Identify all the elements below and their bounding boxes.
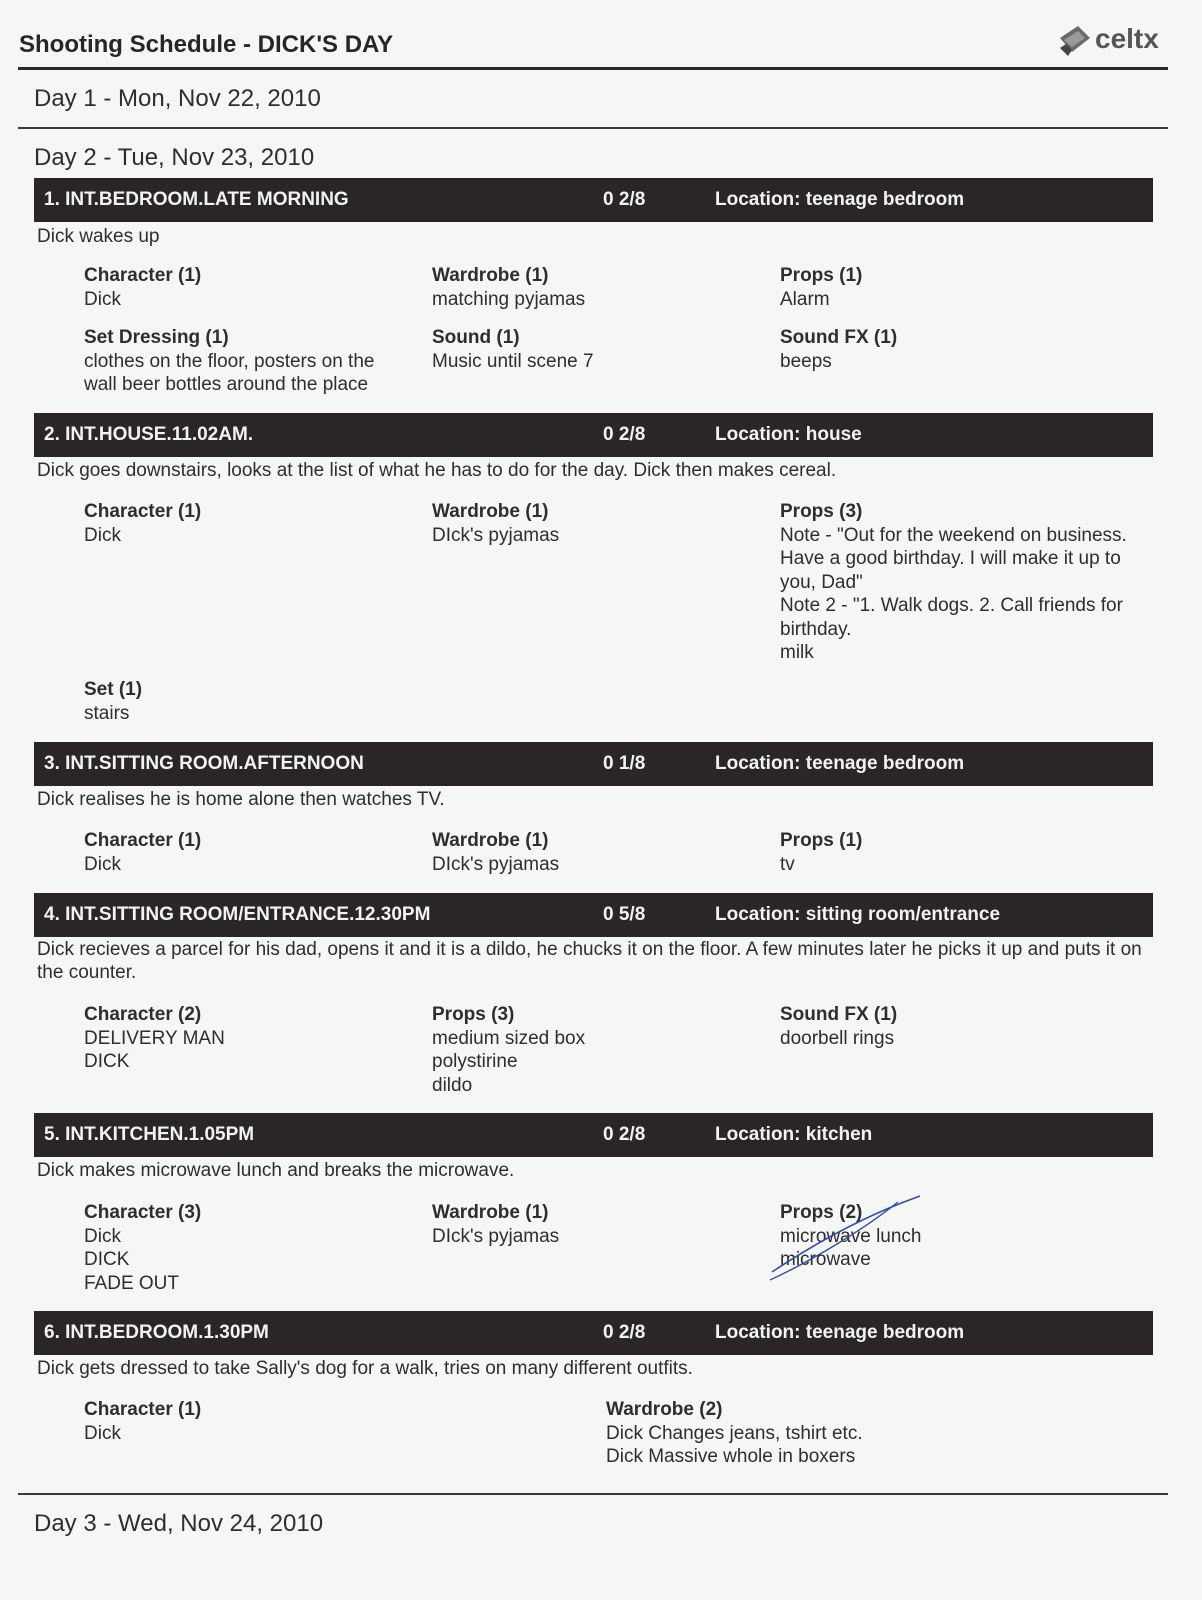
day-divider — [18, 1493, 1168, 1495]
category-item: FADE OUT — [84, 1272, 180, 1294]
day-heading: Day 3 - Wed, Nov 24, 2010 — [34, 1510, 324, 1537]
day-heading: Day 1 - Mon, Nov 22, 2010 — [34, 85, 321, 112]
scene-pages: 0 5/8 — [603, 904, 646, 925]
category-heading: Character (1) — [84, 1399, 202, 1420]
category-heading: Character (1) — [84, 265, 202, 286]
scene-synopsis: Dick gets dressed to take Sally's dog for a walk, tries on many different outfits. — [37, 1358, 693, 1379]
scene-header — [34, 1311, 1153, 1355]
category-heading: Wardrobe (1) — [432, 265, 549, 286]
category-wardrobe — [606, 1398, 1086, 1469]
category-heading: Set Dressing (1) — [84, 327, 229, 348]
scene-synopsis: Dick makes microwave lunch and breaks the microwave. — [37, 1160, 515, 1181]
scene-synopsis: Dick wakes up — [37, 226, 160, 247]
category-item: dildo — [432, 1074, 473, 1096]
category-heading: Wardrobe (1) — [432, 830, 549, 851]
category-item: DICK — [84, 1249, 130, 1270]
scene-location: Location: kitchen — [715, 1124, 873, 1145]
category-item: Note 2 - "1. Walk dogs. 2. Call friends for birthday. — [780, 595, 1123, 640]
scene-pages: 0 2/8 — [603, 1124, 646, 1145]
category-props — [780, 500, 1130, 665]
scene-location: Location: sitting room/entrance — [715, 904, 1001, 925]
category-wardrobe — [432, 829, 762, 876]
category-heading: Props (1) — [780, 265, 863, 286]
category-character — [84, 1201, 414, 1295]
logo-wordmark: celtx — [1095, 23, 1159, 54]
scene-pages: 0 2/8 — [603, 1322, 646, 1343]
category-heading: Character (3) — [84, 1202, 202, 1223]
category-item: DICK — [84, 1051, 130, 1072]
celtx-logo — [1056, 18, 1176, 58]
scene-title: 3. INT.SITTING ROOM.AFTERNOON — [44, 753, 364, 774]
scene-pages: 0 1/8 — [603, 753, 646, 774]
scene-pages: 0 2/8 — [603, 424, 646, 445]
category-item: doorbell rings — [780, 1027, 895, 1049]
pen-strike-mark — [768, 1188, 928, 1298]
category-item: DIck's pyjamas — [432, 1225, 560, 1247]
scene-synopsis: Dick goes downstairs, looks at the list of what he has to do for the day. Dick then makes cereal. — [37, 460, 837, 481]
category-sound-fx — [780, 326, 1140, 373]
category-heading: Sound FX (1) — [780, 1004, 898, 1025]
scene-location: Location: house — [715, 424, 862, 445]
celtx-logo-icon — [1056, 22, 1096, 62]
category-heading: Character (1) — [84, 830, 202, 851]
category-item: beeps — [780, 350, 832, 372]
category-character — [84, 829, 414, 876]
category-set — [84, 678, 404, 725]
category-heading: Sound FX (1) — [780, 327, 898, 348]
category-wardrobe — [432, 264, 762, 311]
category-item: Alarm — [780, 288, 830, 310]
scene-title: 5. INT.KITCHEN.1.05PM — [44, 1124, 255, 1145]
scene-title: 4. INT.SITTING ROOM/ENTRANCE.12.30PM — [44, 904, 431, 925]
category-item: Dick Massive whole in boxers — [606, 1446, 856, 1467]
category-item: medium sized box — [432, 1027, 586, 1049]
scene-header — [34, 413, 1153, 457]
category-item: Dick — [84, 1225, 121, 1247]
category-item: Dick — [84, 288, 121, 310]
scene-location: Location: teenage bedroom — [715, 1322, 965, 1343]
scene-pages: 0 2/8 — [603, 189, 646, 210]
day-heading: Day 2 - Tue, Nov 23, 2010 — [34, 144, 315, 171]
scene-header — [34, 178, 1153, 222]
category-character — [84, 264, 414, 311]
category-set-dressing — [84, 326, 404, 397]
category-heading: Character (1) — [84, 501, 202, 522]
category-item: Dick Changes jeans, tshirt etc. — [606, 1422, 863, 1444]
category-item: Music until scene 7 — [432, 350, 594, 372]
day-divider — [18, 127, 1168, 129]
category-heading: Wardrobe (1) — [432, 1202, 549, 1223]
category-character — [84, 500, 414, 547]
category-heading: Props (3) — [780, 501, 863, 522]
category-wardrobe — [432, 500, 762, 547]
category-heading: Wardrobe (2) — [606, 1399, 723, 1420]
scene-synopsis: Dick recieves a parcel for his dad, opens it and it is a dildo, he chucks it on the floor. A few minutes later he picks it up and puts it on the counter. — [37, 939, 1142, 983]
category-heading: Character (2) — [84, 1004, 202, 1025]
category-item: tv — [780, 853, 795, 875]
scene-location: Location: teenage bedroom — [715, 189, 965, 210]
category-item: polystirine — [432, 1051, 518, 1072]
category-heading: Sound (1) — [432, 327, 520, 348]
scene-title: 1. INT.BEDROOM.LATE MORNING — [44, 189, 349, 210]
category-item: DIck's pyjamas — [432, 853, 560, 875]
scene-title: 6. INT.BEDROOM.1.30PM — [44, 1322, 269, 1343]
scene-header — [34, 1113, 1153, 1157]
category-sound — [432, 326, 762, 373]
scene-location: Location: teenage bedroom — [715, 753, 965, 774]
page-title: Shooting Schedule - DICK'S DAY — [19, 31, 394, 58]
category-heading: Set (1) — [84, 679, 143, 700]
category-wardrobe — [432, 1201, 762, 1248]
category-props — [780, 264, 1140, 311]
category-heading: Wardrobe (1) — [432, 501, 549, 522]
scene-header — [34, 742, 1153, 786]
scene-title: 2. INT.HOUSE.11.02AM. — [44, 424, 254, 445]
scene-header — [34, 893, 1153, 937]
category-item: stairs — [84, 702, 130, 724]
header-rule — [18, 67, 1168, 70]
category-item: DELIVERY MAN — [84, 1027, 225, 1049]
category-heading: Props (1) — [780, 830, 863, 851]
category-item: microwave lunch — [780, 1225, 922, 1247]
category-item: matching pyjamas — [432, 288, 586, 310]
category-props — [432, 1003, 762, 1097]
scene-synopsis: Dick realises he is home alone then watches TV. — [37, 789, 445, 810]
category-item: microwave — [780, 1249, 871, 1270]
category-props — [780, 829, 1140, 876]
category-heading: Props (3) — [432, 1004, 515, 1025]
category-heading: Props (2) — [780, 1202, 863, 1223]
category-item: DIck's pyjamas — [432, 524, 560, 546]
category-character — [84, 1003, 414, 1074]
category-item: Dick — [84, 1422, 121, 1444]
category-item: Dick — [84, 853, 121, 875]
category-sound-fx — [780, 1003, 1140, 1050]
category-character — [84, 1398, 414, 1445]
category-item: Dick — [84, 524, 121, 546]
category-item: Note - "Out for the weekend on business. Have a good birthday. I will make it up to you, Dad" — [780, 524, 1127, 593]
category-item: clothes on the floor, posters on the wall beer bottles around the place — [84, 350, 375, 395]
category-item: milk — [780, 642, 814, 663]
